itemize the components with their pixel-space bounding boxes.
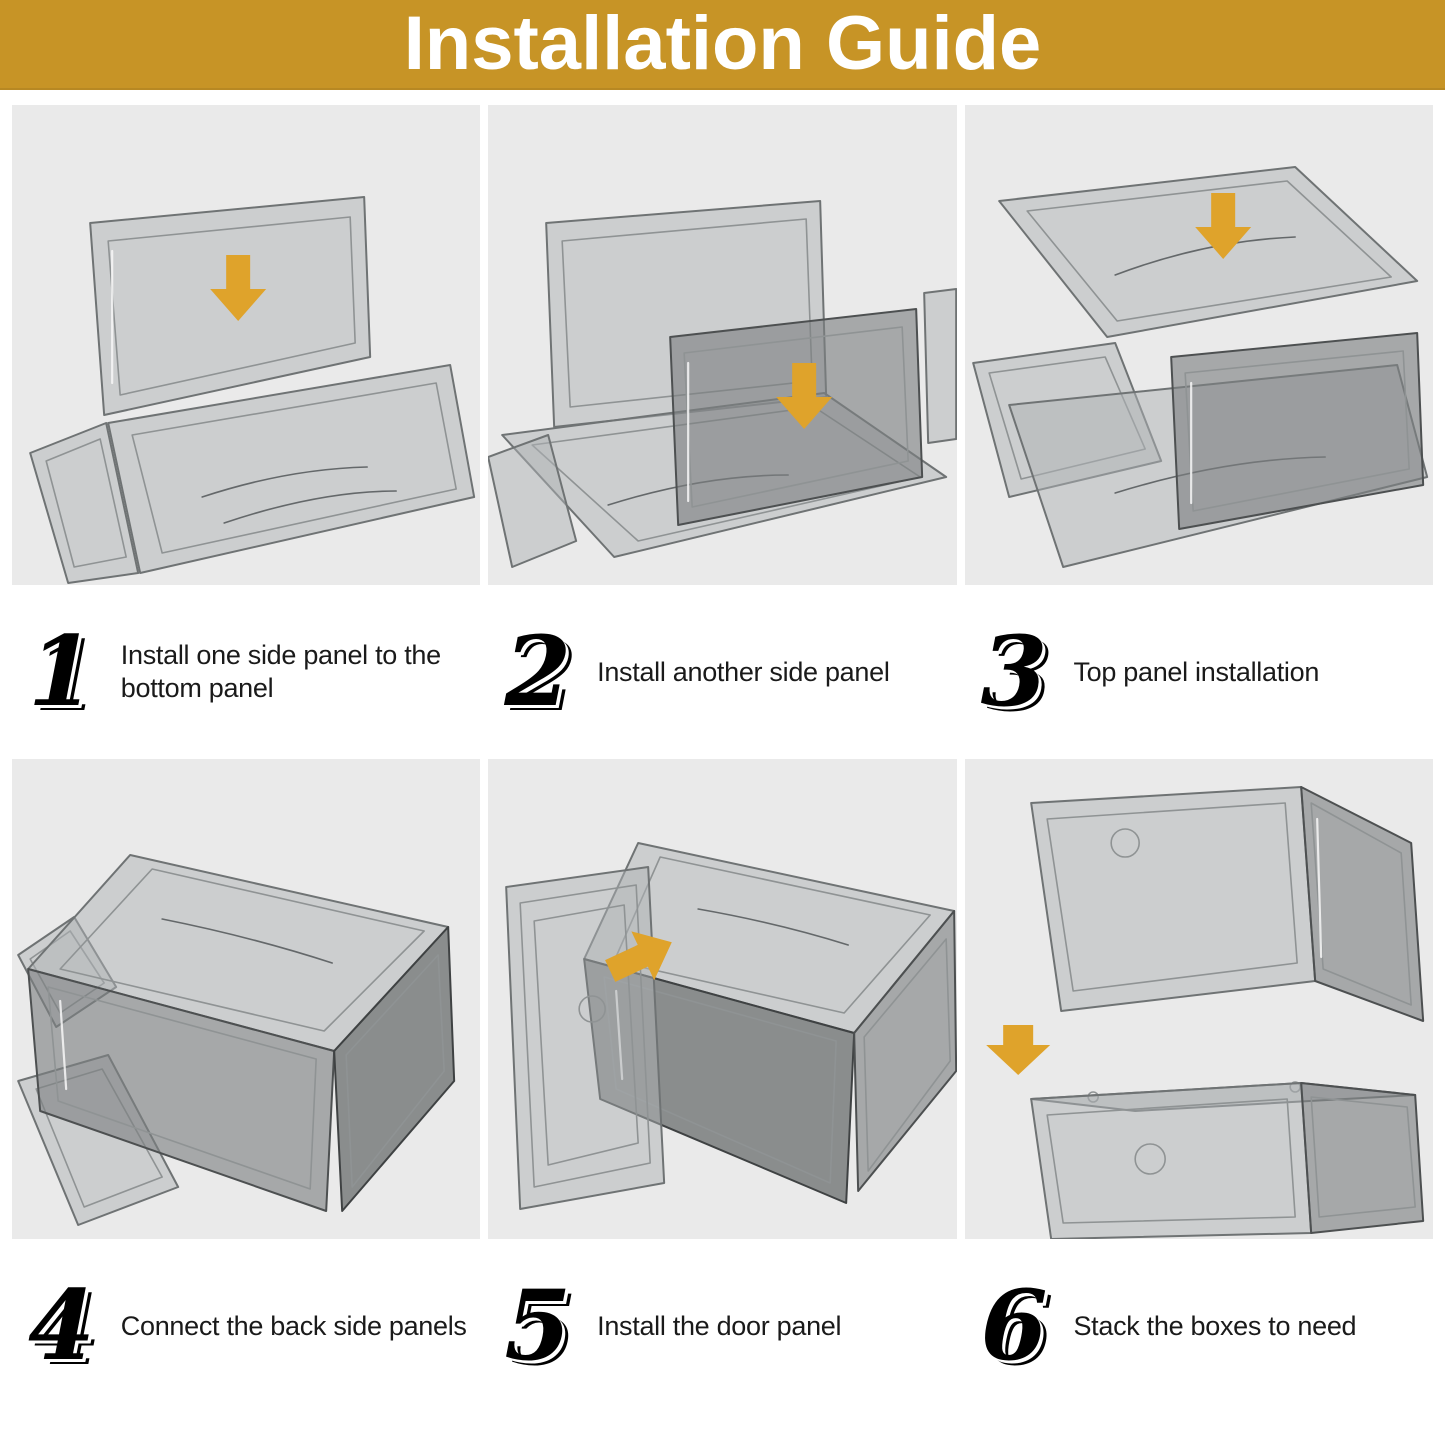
step-label: Stack the boxes to need [1073, 1310, 1357, 1341]
step-label: Install the door panel [597, 1310, 842, 1341]
step-4-illustration [12, 759, 480, 1239]
page-title: Installation Guide [403, 1, 1042, 86]
panel-row-2 [0, 759, 1445, 1239]
step-label: Install one side panel to the bottom panel [120, 640, 441, 703]
step-5-drawing [488, 759, 956, 1239]
step-row-1 [0, 585, 1445, 759]
step-1-drawing [12, 105, 480, 585]
upper-box-front-face [1031, 787, 1315, 1011]
step-3-caption [965, 614, 1433, 728]
step-6-illustration [965, 759, 1433, 1239]
step-3-illustration [965, 105, 1433, 585]
step-label: Connect the back side panels [120, 1310, 467, 1341]
step-5-illustration [488, 759, 956, 1239]
lower-assembly [973, 333, 1427, 567]
step-number: 2 [504, 614, 572, 728]
step-2-caption [488, 614, 956, 728]
step-1-illustration [12, 105, 480, 585]
step-number: 6 [980, 1268, 1048, 1382]
step-4-drawing [12, 759, 480, 1239]
step-label: Top panel installation [1073, 656, 1320, 687]
step-2-illustration [488, 105, 956, 585]
step-number: 4 [28, 1268, 95, 1382]
door-panel [506, 867, 664, 1209]
step-4-caption [12, 1268, 480, 1382]
step-3-drawing [965, 105, 1433, 585]
right-side-panel [924, 289, 956, 443]
step-number: 1 [28, 614, 95, 728]
step-1-caption [12, 614, 480, 728]
step-6-caption [965, 1268, 1433, 1382]
step-2-drawing [488, 105, 956, 585]
top-panel [999, 167, 1417, 337]
step-row-2 [0, 1239, 1445, 1445]
header-banner [0, 0, 1445, 90]
panel-row-1 [0, 105, 1445, 585]
lower-box [1031, 1082, 1423, 1239]
step-6-drawing [965, 759, 1433, 1239]
bottom-panel [30, 365, 474, 583]
down-arrow-icon [986, 1025, 1050, 1075]
step-number: 5 [504, 1268, 572, 1382]
step-5-caption [488, 1268, 956, 1382]
step-number: 3 [980, 614, 1048, 728]
step-label: Install another side panel [597, 656, 890, 687]
upper-box [1031, 787, 1423, 1021]
